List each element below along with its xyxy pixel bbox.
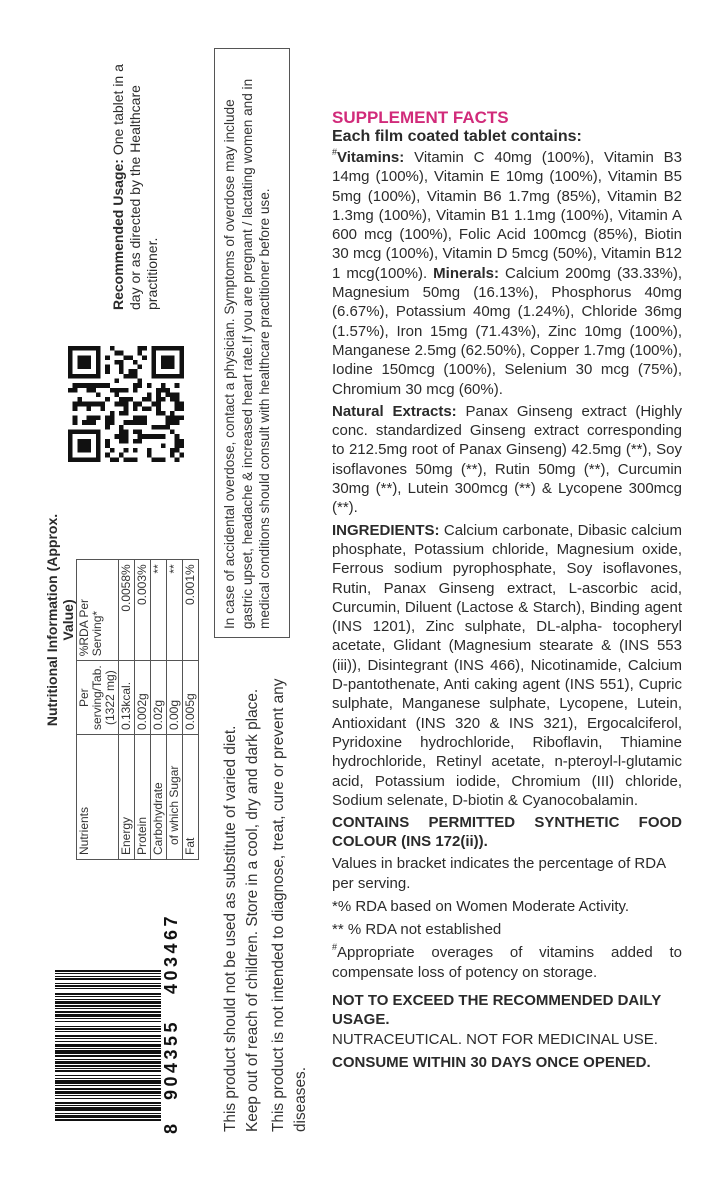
qr-module [133, 402, 138, 407]
barcode-digits-right: 403467 [161, 912, 181, 994]
qr-module [133, 388, 138, 393]
overages-note [332, 943, 682, 983]
qr-module [100, 406, 105, 411]
barcode-bar [55, 1021, 161, 1022]
nutrition-header-rda: %RDA Per Serving* [77, 560, 119, 661]
barcode-bar [55, 1095, 161, 1096]
usage-text: One tablet in a day or as directed by the Healthcare practitioner. [110, 64, 160, 310]
qr-module [82, 402, 87, 407]
qr-module [119, 430, 124, 435]
rda-note: Values in bracket indicates the percentage of RDA per serving. [332, 855, 666, 893]
qr-module [165, 388, 170, 393]
qr-module [170, 453, 175, 458]
qr-module [114, 392, 119, 397]
qr-module [119, 434, 124, 439]
qr-module [124, 374, 129, 379]
qr-module [128, 457, 133, 462]
qr-module [114, 378, 119, 383]
vitamins-text: Vitamin C 40mg (100%), Vitamin B3 14mg (100%), Vitamin E 10mg (100%), Vitamin B5 5mg (100%), Vitamin B6 1.7mg (85%), Vitamin B2 1.3mg (100%), Vitamin B1 1.1mg (100%), Vitamin A 600 mcg (100%), Folic Acid 100mcg (85%), Biotin 30 mcg (100%), Vitamin D 5mcg (50%), Vitamin B12 1 mcg(100%). [332, 149, 682, 282]
nutrient-rda: 0.001% [183, 560, 199, 661]
qr-module [161, 457, 166, 462]
extracts-text: Panax Ginseng extract (Highly conc. standardized Ginseng extract corresponding to 212.5mg root of Panax Ginseng) 42.5mg (**), Soy isoflavones 50mg (**), Rutin 50mg (**), Curcumin 30mg (**), Lutein 300mcg (**) & Lycopene 300mcg (**). [332, 402, 683, 517]
qr-module [91, 383, 96, 388]
nutrition-header-serving: Per serving/Tab. (1322 mg) [77, 661, 119, 735]
qr-module [161, 425, 166, 430]
qr-module [119, 365, 124, 370]
supplement-facts-panel [332, 108, 682, 1072]
usage-label: Recommended Usage: [110, 159, 126, 310]
qr-module [175, 392, 180, 397]
qr-module [138, 346, 143, 351]
qr-module [170, 397, 175, 402]
qr-module [73, 388, 78, 393]
barcode-bar [55, 1102, 161, 1104]
qr-module [170, 411, 175, 416]
barcode-bar [55, 1091, 161, 1094]
qr-module [128, 355, 133, 360]
ingredients-label: INGREDIENTS: [332, 521, 440, 539]
barcode-digits-left: 904355 [161, 1018, 181, 1100]
barcode [55, 880, 185, 1135]
qr-module [138, 439, 143, 444]
qr-module [133, 420, 138, 425]
vitamins-mark: # [332, 147, 338, 157]
table-header-row [77, 560, 119, 860]
barcode-bar [55, 1035, 161, 1037]
qr-module [110, 420, 115, 425]
qr-module [124, 430, 129, 435]
qr-module [124, 448, 129, 453]
nutraceutical-statement: NUTRACEUTICAL. NOT FOR MEDICINAL USE. [332, 1031, 658, 1049]
qr-module [175, 397, 180, 402]
qr-module [133, 369, 138, 374]
barcode-digit-first: 8 [161, 1123, 181, 1134]
qr-module [133, 457, 138, 462]
facts-title: SUPPLEMENT FACTS [332, 108, 509, 127]
qr-module [105, 416, 110, 421]
qr-module [138, 430, 143, 435]
qr-module [179, 416, 184, 421]
qr-module [147, 397, 152, 402]
barcode-bar [55, 1068, 161, 1069]
table-row [151, 560, 167, 860]
qr-module [100, 383, 105, 388]
qr-module [142, 397, 147, 402]
table-row [183, 560, 199, 860]
qr-module [152, 457, 157, 462]
qr-module [138, 365, 143, 370]
colour-statement: CONTAINS PERMITTED SYNTHETIC FOOD COLOUR (INS 172(ii)). [332, 814, 682, 851]
barcode-bar [55, 1028, 161, 1030]
qr-module [170, 420, 175, 425]
qr-module [119, 397, 124, 402]
qr-module [105, 453, 110, 458]
qr-module [142, 355, 147, 360]
warning-line-storage: Keep out of reach of children. Store in a cool, dry and dark place. [244, 688, 261, 1132]
barcode-bar [55, 1014, 161, 1017]
qr-module [124, 355, 129, 360]
barcode-bar [55, 1038, 161, 1039]
qr-module [105, 397, 110, 402]
qr-module [165, 392, 170, 397]
qr-module [124, 420, 129, 425]
qr-module [110, 346, 115, 351]
qr-module [87, 416, 92, 421]
qr-module [165, 416, 170, 421]
overages-mark: # [332, 942, 338, 953]
qr-module [175, 443, 180, 448]
nutrient-rda: 0.003% [135, 560, 151, 661]
qr-module [128, 374, 133, 379]
qr-module [114, 457, 119, 462]
qr-module [105, 425, 110, 430]
qr-module [147, 406, 152, 411]
ingredients-text: Calcium carbonate, Dibasic calcium phosphate, Potassium chloride, Magnesium oxide, Ferrous sodium pyrophosphate, Soy isoflavones, Rutin, Panax Ginseng extract, L-ascorbic acid, Curcumin, Diluent (Lactose & Starch), Binding agent (INS 1201), Zinc sulphate, DL-alpha- tocopheryl acetate, Glidant (Magnesium stearate & (INS 553 (iii)), Disintegrant (INS 466), Nicotinamide, Calcium D-pantothenate, Anti caking agent (INS 551), Cupric sulphate, Manganese sulphate, Lycopene, Lutein, Antioxidant (INS 320 & INS 321), Ergocalciferol, Pyridoxine hydrochloride, Riboflavin, Thiamine hydrochloride, Retinyl acetate, n-pteroyl-l-glutamic acid, Potassium iodide, Chromium (III) chloride, Sodium selenate, D-biotin & Cyanocobalamin. [332, 521, 682, 809]
qr-module [110, 416, 115, 421]
qr-module [156, 402, 161, 407]
qr-module [82, 420, 87, 425]
qr-module [119, 439, 124, 444]
qr-module [91, 388, 96, 393]
nutrient-name: Fat [183, 735, 199, 860]
qr-module [105, 365, 110, 370]
qr-module [175, 439, 180, 444]
barcode-bar [55, 970, 161, 972]
qr-module [138, 378, 143, 383]
qr-module [147, 453, 152, 458]
barcode-bar [55, 1048, 161, 1049]
barcode-bar [55, 1088, 161, 1090]
barcode-bar [55, 1070, 161, 1072]
nutrition-header-nutrients: Nutrients [77, 735, 119, 860]
extracts-label: Natural Extracts: [332, 402, 457, 420]
rda-women-note: *% RDA based on Women Moderate Activity. [332, 898, 630, 916]
qr-module [91, 416, 96, 421]
qr-module [87, 420, 92, 425]
barcode-bar [55, 1119, 161, 1121]
not-exceed-warning: NOT TO EXCEED THE RECOMMENDED DAILY USAGE. [332, 992, 661, 1029]
qr-module [105, 383, 110, 388]
table-row [167, 560, 183, 860]
barcode-bar [55, 1085, 161, 1086]
qr-module [133, 439, 138, 444]
barcode-bar [55, 993, 161, 995]
qr-module [142, 346, 147, 351]
qr-module [175, 406, 180, 411]
barcode-bar [55, 1001, 161, 1004]
barcode-bar [55, 1005, 161, 1007]
qr-module [175, 416, 180, 421]
qr-module [165, 420, 170, 425]
nutrition-title: Nutritional Information (Approx. Value) [44, 513, 76, 727]
nutrient-amount: 0.02g [151, 661, 167, 735]
qr-module [105, 443, 110, 448]
nutrition-grid [76, 559, 199, 860]
barcode-bar [55, 978, 161, 980]
barcode-bar [55, 996, 161, 997]
qr-module [77, 402, 82, 407]
qr-module [124, 457, 129, 462]
warning-line-diet: This product should not be used as substitute of varied diet. [222, 725, 239, 1132]
qr-module [114, 360, 119, 365]
qr-module [110, 448, 115, 453]
qr-module [119, 360, 124, 365]
qr-module [124, 411, 129, 416]
qr-module [156, 397, 161, 402]
qr-module [119, 388, 124, 393]
qr-module [161, 443, 166, 448]
barcode-bar [55, 1018, 161, 1019]
qr-module [128, 420, 133, 425]
barcode-bar [55, 1041, 161, 1042]
qr-module [175, 448, 180, 453]
facts-subtitle: Each film coated tablet contains: [332, 128, 582, 145]
qr-finder-center [161, 355, 175, 369]
qr-module [138, 383, 143, 388]
table-row [135, 560, 151, 860]
barcode-bar [55, 985, 161, 987]
barcode-bar [55, 1031, 161, 1032]
qr-module [119, 351, 124, 356]
qr-code-icon[interactable] [66, 346, 186, 462]
qr-module [110, 388, 115, 393]
qr-module [161, 397, 166, 402]
vitamins-minerals-paragraph [332, 148, 682, 399]
barcode-bar [55, 973, 161, 974]
barcode-bar [55, 976, 161, 977]
qr-module [82, 383, 87, 388]
barcode-bar [55, 1059, 161, 1060]
qr-finder-center [77, 355, 91, 369]
qr-module [124, 402, 129, 407]
qr-module [73, 406, 78, 411]
nutrient-name: Protein [135, 735, 151, 860]
qr-module [124, 406, 129, 411]
vitamins-label: Vitamins: [337, 149, 405, 166]
qr-module [96, 392, 101, 397]
qr-module [105, 439, 110, 444]
qr-module [161, 383, 166, 388]
qr-module [133, 383, 138, 388]
qr-module [161, 388, 166, 393]
barcode-bar [55, 1050, 161, 1054]
qr-module [175, 420, 180, 425]
qr-module [73, 420, 78, 425]
qr-module [138, 420, 143, 425]
nutrient-rda: ** [167, 560, 183, 661]
qr-module [105, 355, 110, 360]
qr-module [105, 369, 110, 374]
barcode-bar [55, 1061, 161, 1064]
qr-module [96, 402, 101, 407]
qr-module [170, 416, 175, 421]
qr-module [119, 453, 124, 458]
barcode-bar [55, 1113, 161, 1114]
barcode-bar [55, 1011, 161, 1013]
nutrient-rda: 0.0058% [119, 560, 135, 661]
qr-module [175, 434, 180, 439]
qr-module [91, 402, 96, 407]
qr-module [179, 453, 184, 458]
qr-module [179, 406, 184, 411]
qr-module [124, 397, 129, 402]
qr-module [138, 351, 143, 356]
qr-module [77, 383, 82, 388]
qr-module [170, 392, 175, 397]
qr-module [133, 406, 138, 411]
qr-module [133, 430, 138, 435]
qr-module [105, 420, 110, 425]
nutrient-rda: ** [151, 560, 167, 661]
qr-module [147, 383, 152, 388]
minerals-label: Minerals: [433, 264, 500, 282]
qr-module [142, 416, 147, 421]
barcode-bars [55, 880, 183, 1135]
qr-module [73, 383, 78, 388]
qr-module [156, 434, 161, 439]
qr-module [152, 434, 157, 439]
qr-module [156, 411, 161, 416]
qr-module [142, 420, 147, 425]
qr-module [170, 430, 175, 435]
barcode-bar [55, 1026, 161, 1027]
barcode-bar [55, 1075, 161, 1076]
qr-module [161, 411, 166, 416]
qr-module [100, 402, 105, 407]
barcode-bar [55, 1055, 161, 1057]
qr-module [175, 383, 180, 388]
barcode-bar [55, 1107, 161, 1111]
barcode-bar [55, 1044, 161, 1047]
qr-module [87, 383, 92, 388]
qr-module [114, 351, 119, 356]
qr-module [87, 406, 92, 411]
qr-module [96, 416, 101, 421]
warning-line-diagnose: This product is not intended to diagnose, treat, cure or prevent any diseases. [270, 678, 309, 1132]
qr-module [68, 388, 73, 393]
overdose-text: In case of accidental overdose, contact a physician. Symptoms of overdose may include gastric upset, headache & increased heart rate.If you are pregnant / lactating women and in medical conditions should consult with healthcare practitioner before use. [222, 78, 272, 629]
barcode-bar [55, 1008, 161, 1009]
qr-module [138, 416, 143, 421]
qr-module [175, 457, 180, 462]
qr-module [152, 402, 157, 407]
qr-module [73, 402, 78, 407]
nutrient-amount: 0.005g [183, 661, 199, 735]
qr-finder-center [77, 439, 91, 453]
nutrient-amount: 0.13kcal. [119, 661, 135, 735]
qr-module [179, 439, 184, 444]
qr-module [147, 392, 152, 397]
qr-module [87, 388, 92, 393]
barcode-bar [55, 1080, 161, 1084]
qr-module [142, 434, 147, 439]
qr-module [124, 388, 129, 393]
qr-module [133, 416, 138, 421]
qr-module [138, 402, 143, 407]
natural-extracts-paragraph [332, 402, 682, 518]
qr-module [124, 434, 129, 439]
qr-module [87, 402, 92, 407]
consume-within-statement: CONSUME WITHIN 30 DAYS ONCE OPENED. [332, 1054, 651, 1072]
qr-module [156, 392, 161, 397]
qr-module [128, 369, 133, 374]
qr-module [119, 402, 124, 407]
qr-module [73, 416, 78, 421]
barcode-bar [55, 1098, 161, 1099]
qr-module [110, 411, 115, 416]
qr-module [114, 434, 119, 439]
qr-module [91, 420, 96, 425]
qr-module [119, 369, 124, 374]
barcode-bar [55, 1105, 161, 1106]
qr-module [147, 434, 152, 439]
barcode-bar [55, 1065, 161, 1067]
qr-module [128, 397, 133, 402]
qr-module [96, 383, 101, 388]
qr-module [124, 439, 129, 444]
nutrient-name: of which Sugar [167, 735, 183, 860]
nutrient-amount: 0.002g [135, 661, 151, 735]
nutrient-amount: 0.00g [167, 661, 183, 735]
qr-module [142, 406, 147, 411]
qr-module [133, 448, 138, 453]
qr-module [179, 402, 184, 407]
qr-module [179, 443, 184, 448]
qr-module [161, 434, 166, 439]
rda-not-established-note: ** % RDA not established [332, 921, 502, 939]
storage-warnings [220, 642, 312, 1132]
qr-module [110, 457, 115, 462]
overdose-warning-box [214, 48, 290, 638]
qr-module [165, 425, 170, 430]
table-row [119, 560, 135, 860]
barcode-bar [55, 988, 161, 989]
qr-module [114, 402, 119, 407]
qr-module [152, 425, 157, 430]
qr-module [156, 425, 161, 430]
qr-module [119, 411, 124, 416]
barcode-bar [55, 999, 161, 1000]
nutrition-table [44, 500, 197, 860]
qr-module [156, 388, 161, 393]
qr-module [147, 448, 152, 453]
recommended-usage [110, 40, 161, 310]
barcode-bar [55, 983, 161, 984]
qr-module [138, 434, 143, 439]
minerals-text: Calcium 200mg (33.33%), Magnesium 50mg (16.13%), Phosphorus 40mg (6.67%), Potassium 40mg (1.24%), Chloride 36mg (1.57%), Iron 15mg (71.43%), Zinc 10mg (100%), Manganese 2.5mg (62.50%), Copper 1.7mg (100%), Iodine 150mcg (100%), Selenium 30 mcg (75%), Chromium 30 mcg (60%). [332, 264, 683, 398]
qr-module [175, 402, 180, 407]
qr-module [156, 457, 161, 462]
qr-module [114, 388, 119, 393]
barcode-bar [55, 1078, 161, 1079]
barcode-bar [55, 1115, 161, 1118]
ingredients-paragraph [332, 521, 682, 810]
qr-module [133, 374, 138, 379]
nutrient-name: Carbohydrate [151, 735, 167, 860]
qr-module [119, 425, 124, 430]
qr-module [77, 397, 82, 402]
nutrient-name: Energy [119, 735, 135, 860]
overages-text: Appropriate overages of vitamins added to compensate loss of potency on storage. [332, 944, 682, 982]
qr-module [170, 448, 175, 453]
qr-module [156, 406, 161, 411]
qr-module [133, 360, 138, 365]
